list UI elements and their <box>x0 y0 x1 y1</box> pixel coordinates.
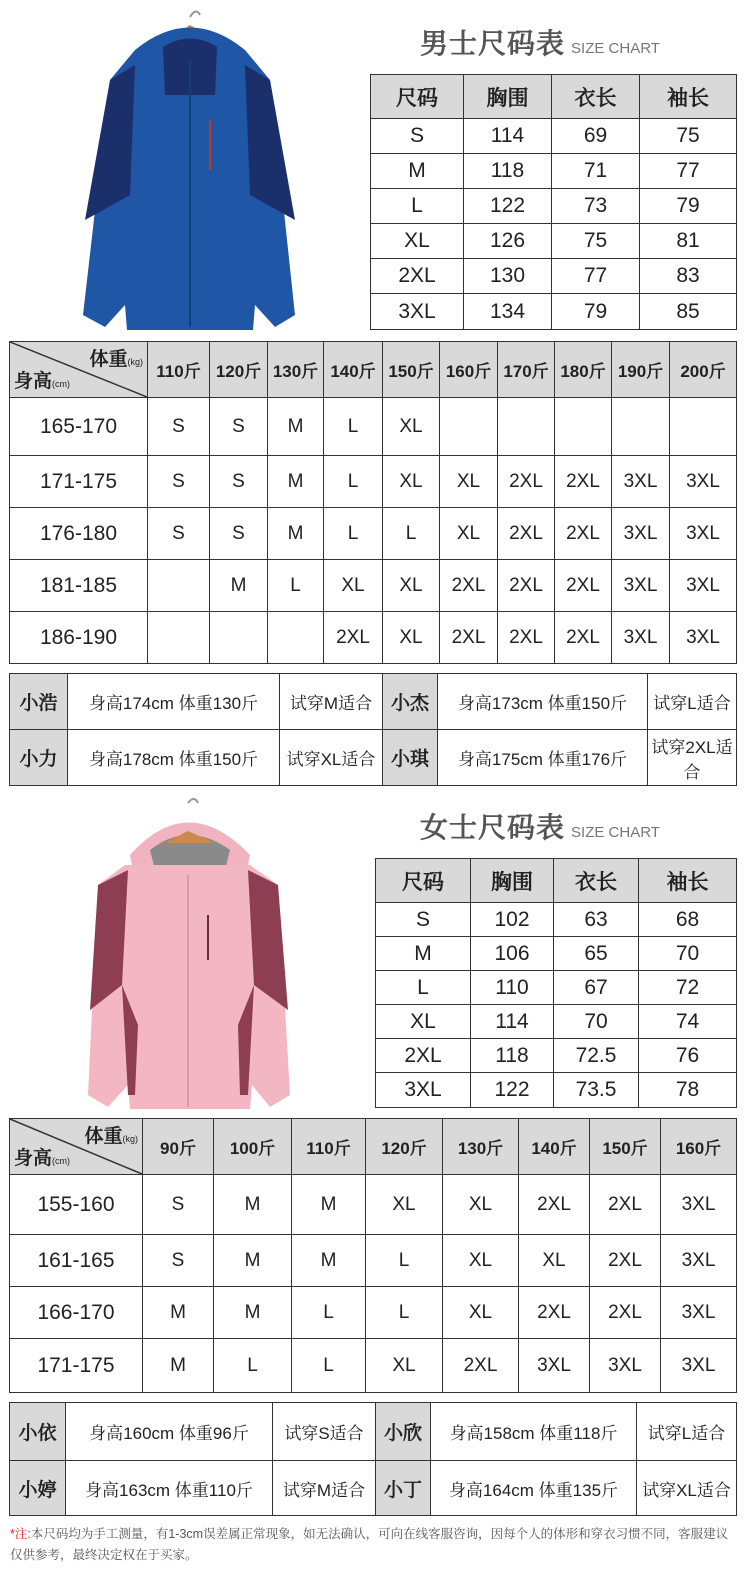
table-row <box>371 154 737 189</box>
table-cell <box>612 398 670 456</box>
model-info: 身高178cm 体重150斤 <box>68 730 280 786</box>
weight-header: 190斤 <box>612 342 670 398</box>
table-cell: 3XL <box>670 508 737 560</box>
table-cell: 73 <box>552 189 640 224</box>
table-cell: 122 <box>471 1073 554 1108</box>
table-row <box>376 971 737 1005</box>
table-cell <box>148 612 210 664</box>
table-cell: 76 <box>639 1039 737 1073</box>
table-cell: XL <box>324 560 383 612</box>
table-cell: 3XL <box>670 612 737 664</box>
table-cell: 67 <box>554 971 639 1005</box>
model-name: 小丁 <box>376 1461 431 1516</box>
model-info: 身高158cm 体重118斤 <box>431 1403 637 1461</box>
table-cell: XL <box>383 398 440 456</box>
table-cell: 126 <box>464 224 552 259</box>
women-title-cn: 女士尺码表 <box>420 812 566 843</box>
weight-header: 160斤 <box>661 1119 737 1175</box>
table-row <box>371 189 737 224</box>
table-row <box>10 612 737 664</box>
women-try-on-table <box>9 1402 737 1516</box>
table-row <box>10 1287 737 1339</box>
height-range: 186-190 <box>10 612 148 664</box>
table-row <box>10 398 737 456</box>
men-height-label: 身高(cm) <box>14 371 71 392</box>
women-size-table <box>375 858 737 1108</box>
weight-header: 110斤 <box>292 1119 366 1175</box>
table-cell: 68 <box>639 903 737 937</box>
model-info: 身高173cm 体重150斤 <box>438 674 648 730</box>
table-cell: M <box>214 1175 292 1235</box>
height-range: 165-170 <box>10 398 148 456</box>
women-size-header: 尺码 <box>376 859 471 903</box>
table-cell: S <box>143 1175 214 1235</box>
table-cell: M <box>214 1287 292 1339</box>
table-cell: 3XL <box>661 1235 737 1287</box>
table-cell: 3XL <box>661 1339 737 1393</box>
model-name: 小婷 <box>10 1461 66 1516</box>
table-cell: 3XL <box>670 560 737 612</box>
table-cell: 3XL <box>661 1175 737 1235</box>
men-size-header: 尺码 <box>371 75 464 119</box>
table-cell: 2XL <box>440 560 498 612</box>
men-jacket-image <box>75 5 305 335</box>
table-cell: L <box>371 189 464 224</box>
table-cell: L <box>383 508 440 560</box>
weight-header: 130斤 <box>268 342 324 398</box>
table-cell: 72.5 <box>554 1039 639 1073</box>
table-cell: XL <box>371 224 464 259</box>
table-cell: 81 <box>640 224 737 259</box>
model-info: 身高175cm 体重176斤 <box>438 730 648 786</box>
table-cell: 79 <box>640 189 737 224</box>
table-cell: S <box>148 398 210 456</box>
table-cell: L <box>376 971 471 1005</box>
table-cell: 102 <box>471 903 554 937</box>
table-cell: 70 <box>639 937 737 971</box>
table-cell: XL <box>366 1175 443 1235</box>
table-cell: L <box>268 560 324 612</box>
table-cell: 69 <box>552 119 640 154</box>
table-cell <box>670 398 737 456</box>
table-cell: 2XL <box>519 1175 590 1235</box>
table-cell: L <box>366 1287 443 1339</box>
table-row <box>371 259 737 294</box>
table-cell: S <box>210 398 268 456</box>
disclaimer-note <box>10 1524 740 1566</box>
men-title-cn: 男士尺码表 <box>420 28 566 59</box>
table-cell <box>268 612 324 664</box>
weight-header: 160斤 <box>440 342 498 398</box>
weight-header: 110斤 <box>148 342 210 398</box>
men-length-header: 衣长 <box>552 75 640 119</box>
table-cell: XL <box>519 1235 590 1287</box>
table-cell <box>440 398 498 456</box>
table-row <box>10 456 737 508</box>
weight-header: 100斤 <box>214 1119 292 1175</box>
table-row <box>10 508 737 560</box>
table-cell <box>555 398 612 456</box>
height-range: 171-175 <box>10 456 148 508</box>
men-title-en: SIZE CHART <box>571 40 660 57</box>
table-cell: L <box>292 1339 366 1393</box>
table-cell: 2XL <box>555 456 612 508</box>
model-info: 身高163cm 体重110斤 <box>66 1461 273 1516</box>
table-row <box>10 730 737 786</box>
table-cell: 77 <box>640 154 737 189</box>
table-cell: 3XL <box>590 1339 661 1393</box>
model-name: 小浩 <box>10 674 68 730</box>
table-cell: 79 <box>552 294 640 330</box>
weight-header: 120斤 <box>210 342 268 398</box>
weight-header: 150斤 <box>590 1119 661 1175</box>
table-row <box>10 560 737 612</box>
model-result: 试穿L适合 <box>637 1403 737 1461</box>
table-cell: 2XL <box>519 1287 590 1339</box>
height-range: 166-170 <box>10 1287 143 1339</box>
table-cell: 2XL <box>440 612 498 664</box>
table-row <box>10 674 737 730</box>
table-cell: 2XL <box>498 612 555 664</box>
model-info: 身高164cm 体重135斤 <box>431 1461 637 1516</box>
table-cell: 2XL <box>590 1287 661 1339</box>
table-cell: XL <box>440 508 498 560</box>
weight-header: 130斤 <box>443 1119 519 1175</box>
table-cell: 74 <box>639 1005 737 1039</box>
women-height-weight-grid <box>9 1118 737 1393</box>
table-cell: M <box>143 1287 214 1339</box>
model-name: 小力 <box>10 730 68 786</box>
table-cell: M <box>214 1235 292 1287</box>
table-cell: 118 <box>471 1039 554 1073</box>
table-row <box>10 1461 737 1516</box>
men-height-weight-grid <box>9 341 737 664</box>
weight-header: 150斤 <box>383 342 440 398</box>
table-cell: L <box>366 1235 443 1287</box>
model-name: 小琪 <box>383 730 438 786</box>
table-cell: 2XL <box>376 1039 471 1073</box>
table-cell: 2XL <box>555 560 612 612</box>
table-cell: XL <box>443 1287 519 1339</box>
table-cell: 77 <box>552 259 640 294</box>
table-cell: 2XL <box>590 1175 661 1235</box>
table-cell: M <box>210 560 268 612</box>
table-cell: 106 <box>471 937 554 971</box>
table-row <box>376 937 737 971</box>
women-title <box>420 806 660 846</box>
table-cell: 75 <box>552 224 640 259</box>
weight-header: 140斤 <box>519 1119 590 1175</box>
table-cell: 114 <box>464 119 552 154</box>
table-cell: XL <box>383 612 440 664</box>
table-cell: XL <box>443 1235 519 1287</box>
table-row <box>10 1175 737 1235</box>
note-text: 本尺码均为手工测量，有1-3cm误差属正常现象，如无法确认，可向在线客服咨询，因每个人的体形和穿衣习惯不同，客服建议仅供参考，最终决定权在于买家。 <box>10 1527 729 1562</box>
height-range: 181-185 <box>10 560 148 612</box>
table-row <box>376 1073 737 1108</box>
height-range: 161-165 <box>10 1235 143 1287</box>
table-row <box>371 119 737 154</box>
height-range: 171-175 <box>10 1339 143 1393</box>
height-range: 155-160 <box>10 1175 143 1235</box>
men-size-table <box>370 74 737 330</box>
table-cell: XL <box>440 456 498 508</box>
table-cell: M <box>143 1339 214 1393</box>
table-cell: XL <box>376 1005 471 1039</box>
table-cell: M <box>268 398 324 456</box>
women-sleeve-header: 袖长 <box>639 859 737 903</box>
table-cell: 78 <box>639 1073 737 1108</box>
table-cell: S <box>371 119 464 154</box>
table-row <box>10 1235 737 1287</box>
weight-header: 180斤 <box>555 342 612 398</box>
table-cell: 110 <box>471 971 554 1005</box>
table-cell: 3XL <box>371 294 464 330</box>
table-cell <box>498 398 555 456</box>
table-cell: XL <box>366 1339 443 1393</box>
table-cell: 3XL <box>612 456 670 508</box>
table-row <box>371 224 737 259</box>
weight-header: 140斤 <box>324 342 383 398</box>
table-cell: M <box>268 456 324 508</box>
model-name: 小欣 <box>376 1403 431 1461</box>
table-cell: 85 <box>640 294 737 330</box>
table-cell <box>210 612 268 664</box>
table-cell: L <box>324 456 383 508</box>
table-row <box>10 1339 737 1393</box>
men-try-on-table <box>9 673 737 786</box>
women-chest-header: 胸围 <box>471 859 554 903</box>
men-chest-header: 胸围 <box>464 75 552 119</box>
table-cell: 114 <box>471 1005 554 1039</box>
model-result: 试穿S适合 <box>273 1403 376 1461</box>
women-grid-corner <box>10 1119 143 1175</box>
model-result: 试穿XL适合 <box>637 1461 737 1516</box>
table-cell: 71 <box>552 154 640 189</box>
table-cell: L <box>324 398 383 456</box>
table-cell: 2XL <box>555 612 612 664</box>
table-cell: 2XL <box>498 508 555 560</box>
table-cell: 72 <box>639 971 737 1005</box>
table-cell: 134 <box>464 294 552 330</box>
model-result: 试穿L适合 <box>648 674 737 730</box>
table-cell: M <box>292 1175 366 1235</box>
model-info: 身高160cm 体重96斤 <box>66 1403 273 1461</box>
table-cell: S <box>148 508 210 560</box>
table-row <box>376 1039 737 1073</box>
table-cell: L <box>214 1339 292 1393</box>
table-cell: XL <box>383 456 440 508</box>
table-cell: 70 <box>554 1005 639 1039</box>
table-cell: S <box>210 508 268 560</box>
table-row <box>10 1403 737 1461</box>
table-cell: 122 <box>464 189 552 224</box>
table-cell: 3XL <box>661 1287 737 1339</box>
men-grid-corner <box>10 342 148 398</box>
table-cell: XL <box>443 1175 519 1235</box>
table-cell: 65 <box>554 937 639 971</box>
table-cell: 75 <box>640 119 737 154</box>
table-cell: 2XL <box>324 612 383 664</box>
table-row <box>376 903 737 937</box>
table-cell: M <box>376 937 471 971</box>
table-cell: 3XL <box>519 1339 590 1393</box>
women-length-header: 衣长 <box>554 859 639 903</box>
table-cell: 3XL <box>612 560 670 612</box>
table-cell: 63 <box>554 903 639 937</box>
table-cell: 2XL <box>590 1235 661 1287</box>
model-name: 小杰 <box>383 674 438 730</box>
model-result: 试穿XL适合 <box>280 730 383 786</box>
table-cell: M <box>268 508 324 560</box>
model-result: 试穿M适合 <box>280 674 383 730</box>
table-cell: S <box>376 903 471 937</box>
table-row <box>376 1005 737 1039</box>
model-result: 试穿2XL适合 <box>648 730 737 786</box>
table-cell: 2XL <box>371 259 464 294</box>
table-cell: 130 <box>464 259 552 294</box>
table-cell: M <box>371 154 464 189</box>
table-cell: 2XL <box>498 560 555 612</box>
model-result: 试穿M适合 <box>273 1461 376 1516</box>
table-cell: S <box>210 456 268 508</box>
table-cell: 2XL <box>498 456 555 508</box>
women-height-label: 身高(cm) <box>14 1148 71 1169</box>
weight-header: 120斤 <box>366 1119 443 1175</box>
men-title <box>420 22 660 62</box>
table-cell: 2XL <box>443 1339 519 1393</box>
table-cell <box>148 560 210 612</box>
men-sleeve-header: 袖长 <box>640 75 737 119</box>
table-cell: L <box>292 1287 366 1339</box>
men-weight-label: 体重(kg) <box>89 349 143 370</box>
table-cell: L <box>324 508 383 560</box>
table-cell: 83 <box>640 259 737 294</box>
table-cell: 3XL <box>376 1073 471 1108</box>
table-cell: 3XL <box>612 612 670 664</box>
table-cell: 118 <box>464 154 552 189</box>
model-info: 身高174cm 体重130斤 <box>68 674 280 730</box>
table-row <box>371 294 737 330</box>
model-name: 小依 <box>10 1403 66 1461</box>
table-cell: S <box>148 456 210 508</box>
table-cell: XL <box>383 560 440 612</box>
table-cell: 73.5 <box>554 1073 639 1108</box>
table-cell: S <box>143 1235 214 1287</box>
weight-header: 90斤 <box>143 1119 214 1175</box>
table-cell: 3XL <box>670 456 737 508</box>
women-title-en: SIZE CHART <box>571 824 660 841</box>
table-cell: 2XL <box>555 508 612 560</box>
height-range: 176-180 <box>10 508 148 560</box>
table-cell: 3XL <box>612 508 670 560</box>
women-weight-label: 体重(kg) <box>84 1126 138 1147</box>
table-cell: M <box>292 1235 366 1287</box>
women-jacket-image <box>80 795 295 1113</box>
weight-header: 200斤 <box>670 342 737 398</box>
note-star: *注: <box>10 1527 31 1541</box>
weight-header: 170斤 <box>498 342 555 398</box>
